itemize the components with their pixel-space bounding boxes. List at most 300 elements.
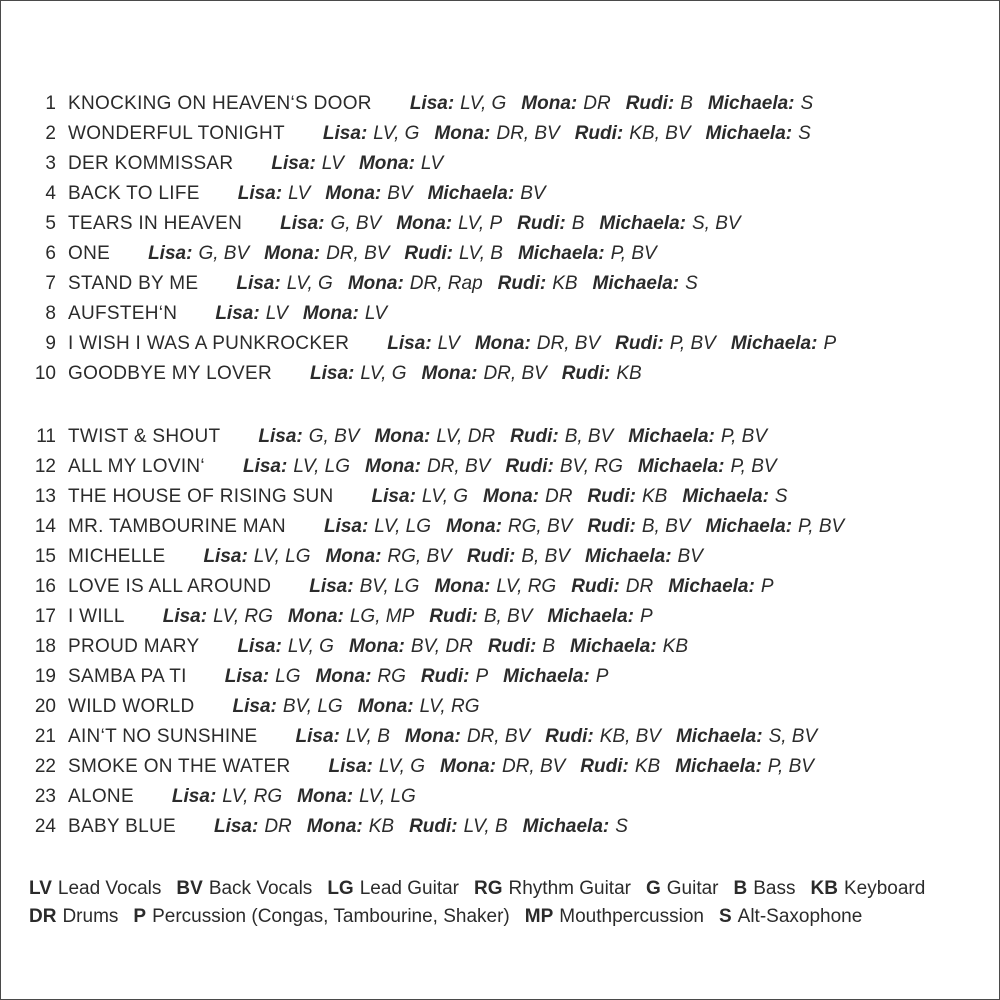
- credit: [288, 606, 414, 627]
- legend-label: Rhythm Guitar: [508, 878, 631, 899]
- track-number: 5: [45, 213, 56, 234]
- track-number: 22: [34, 756, 56, 777]
- track-title: GOODBYE MY LOVER: [68, 363, 273, 384]
- credit: [148, 243, 249, 264]
- credit-instruments: BV, RG: [559, 456, 623, 477]
- credit: [421, 666, 488, 687]
- credit-performer-name: Lisa:: [322, 123, 368, 144]
- legend-abbreviation: MP: [524, 906, 554, 927]
- credit-performer-name: Michaela:: [637, 456, 725, 477]
- credit-instruments: P, BV: [798, 516, 845, 537]
- credit: [374, 426, 495, 447]
- credit-instruments: LV: [321, 153, 344, 174]
- track-row: [1, 602, 844, 632]
- track-row: [1, 422, 844, 452]
- credit-performer-name: Michaela:: [628, 426, 715, 447]
- credit: [296, 726, 390, 747]
- credit: [409, 816, 508, 837]
- credit-instruments: P, BV: [730, 456, 777, 477]
- credit: [682, 486, 787, 507]
- track-title: PROUD MARY: [68, 636, 200, 657]
- credit-performer-name: Mona:: [521, 93, 578, 114]
- credit-performer-name: Lisa:: [237, 636, 282, 657]
- credit-instruments: DR: [625, 576, 654, 597]
- legend-item: [734, 878, 796, 899]
- legend-abbreviation: KB: [810, 878, 838, 899]
- track-number: 12: [34, 456, 56, 477]
- credit-instruments: S, BV: [768, 726, 818, 747]
- track-credits: [324, 516, 844, 537]
- credit-instruments: P: [760, 576, 774, 597]
- credit: [429, 606, 532, 627]
- credit-performer-name: Rudi:: [404, 243, 453, 264]
- credit-performer-name: Mona:: [264, 243, 321, 264]
- track-title: AUFSTEH‘N: [68, 303, 178, 324]
- track-title: MR. TAMBOURINE MAN: [68, 516, 286, 537]
- credit-performer-name: Lisa:: [203, 546, 248, 567]
- credit-instruments: RG, BV: [507, 516, 573, 537]
- credit: [570, 636, 688, 657]
- credit-performer-name: Mona:: [421, 363, 478, 384]
- credit-performer-name: Rudi:: [429, 606, 478, 627]
- credit-performer-name: Rudi:: [587, 516, 636, 537]
- track-title: MICHELLE: [68, 546, 166, 567]
- credit: [483, 486, 572, 507]
- track-title: SAMBA PA TI: [68, 666, 187, 687]
- legend-abbreviation: BV: [176, 878, 203, 899]
- credit: [396, 213, 502, 234]
- credit-instruments: LV: [364, 303, 388, 324]
- credit-performer-name: Michaela:: [584, 546, 672, 567]
- legend-label: Percussion (Congas, Tambourine, Shaker): [152, 906, 510, 927]
- track-credits: [214, 816, 628, 837]
- credit: [297, 786, 416, 807]
- track-number: 7: [45, 273, 56, 294]
- track-title: BABY BLUE: [68, 816, 176, 837]
- credit-instruments: P: [823, 333, 837, 354]
- credit-performer-name: Mona:: [347, 273, 404, 294]
- credit-instruments: P, BV: [669, 333, 716, 354]
- credit-instruments: DR, BV: [536, 333, 601, 354]
- credit-performer-name: Lisa:: [295, 726, 340, 747]
- credit-instruments: S: [774, 486, 788, 507]
- legend-abbreviation: LG: [327, 878, 354, 899]
- credit: [236, 273, 332, 294]
- credit: [434, 123, 559, 144]
- credit-instruments: B: [680, 93, 693, 114]
- legend-abbreviation: LV: [29, 878, 52, 899]
- credit-performer-name: Mona:: [306, 816, 363, 837]
- legend-item: [29, 906, 118, 927]
- credit-instruments: LG: [275, 666, 301, 687]
- credit-instruments: LV, B: [458, 243, 503, 264]
- legend-label: Alt-Saxophone: [737, 906, 863, 927]
- credit-performer-name: Michaela:: [682, 486, 769, 507]
- credit-instruments: B: [571, 213, 585, 234]
- credit: [310, 363, 406, 384]
- credit-performer-name: Rudi:: [505, 456, 554, 477]
- track-title: WONDERFUL TONIGHT: [68, 123, 285, 144]
- credit-instruments: RG, BV: [387, 546, 452, 567]
- track-credits: [296, 726, 818, 747]
- credit-performer-name: Lisa:: [224, 666, 270, 687]
- track-credits: [163, 606, 653, 627]
- credit-instruments: DR, BV: [426, 456, 491, 477]
- credit-instruments: KB: [634, 756, 661, 777]
- credit-performer-name: Lisa:: [215, 303, 260, 324]
- credit-instruments: LV, G: [373, 123, 420, 144]
- credit-instruments: KB, BV: [629, 123, 691, 144]
- credit-instruments: BV, LG: [282, 696, 343, 717]
- credit-performer-name: Michaela:: [675, 756, 762, 777]
- credit-instruments: DR, BV: [326, 243, 390, 264]
- credit-instruments: LV, G: [460, 93, 507, 114]
- credit: [705, 516, 844, 537]
- credit-instruments: LV, DR: [436, 426, 496, 447]
- track-credits: [238, 183, 546, 204]
- credit-performer-name: Mona:: [445, 516, 502, 537]
- credit-instruments: KB, BV: [599, 726, 661, 747]
- legend-row: [29, 903, 925, 931]
- credit-performer-name: Mona:: [404, 726, 461, 747]
- credit-performer-name: Michaela:: [668, 576, 755, 597]
- credit: [587, 516, 690, 537]
- track-credits: [387, 333, 836, 354]
- credit-performer-name: Michaela:: [522, 816, 610, 837]
- credit: [562, 363, 642, 384]
- credit: [440, 756, 565, 777]
- track-title: STAND BY ME: [68, 273, 199, 294]
- credit-performer-name: Mona:: [396, 213, 453, 234]
- track-number: 13: [34, 486, 56, 507]
- track-row: [1, 722, 844, 752]
- legend-abbreviation: S: [718, 906, 732, 927]
- credit-performer-name: Rudi:: [497, 273, 547, 294]
- track-number: 20: [34, 696, 56, 717]
- credit-performer-name: Lisa:: [258, 426, 303, 447]
- credit: [505, 456, 623, 477]
- track-title: TWIST & SHOUT: [68, 426, 221, 447]
- track-credits: [233, 696, 480, 717]
- credit-performer-name: Rudi:: [517, 213, 566, 234]
- credit-performer-name: Mona:: [325, 546, 382, 567]
- track-number: 4: [45, 183, 56, 204]
- credit: [233, 696, 343, 717]
- credit: [585, 546, 703, 567]
- credit-performer-name: Rudi:: [625, 93, 675, 114]
- credit-performer-name: Lisa:: [309, 576, 354, 597]
- credit: [365, 456, 490, 477]
- legend-item: [327, 878, 459, 899]
- legend-item: [474, 878, 631, 899]
- credit-instruments: DR, BV: [496, 123, 560, 144]
- credit-instruments: BV: [520, 183, 546, 204]
- credit: [237, 636, 333, 657]
- credit-instruments: B, BV: [641, 516, 691, 537]
- legend-item: [133, 906, 509, 927]
- credit: [498, 273, 578, 294]
- credit-instruments: G, BV: [330, 213, 382, 234]
- track-title: DER KOMMISSAR: [68, 153, 234, 174]
- credit-performer-name: Lisa:: [387, 333, 432, 354]
- credit: [676, 726, 817, 747]
- credit-instruments: DR: [583, 93, 611, 114]
- track-row: [1, 692, 844, 722]
- track-number: 2: [45, 123, 56, 144]
- track-credits: [372, 486, 788, 507]
- credit-performer-name: Michaela:: [707, 93, 795, 114]
- track-number: 9: [45, 333, 56, 354]
- credit-performer-name: Mona:: [325, 183, 382, 204]
- credit-performer-name: Mona:: [287, 606, 344, 627]
- credit: [434, 576, 556, 597]
- credit: [387, 333, 460, 354]
- credit-performer-name: Michaela:: [705, 123, 793, 144]
- credit: [172, 786, 282, 807]
- credit-performer-name: Michaela:: [592, 273, 680, 294]
- credit-instruments: B, BV: [564, 426, 614, 447]
- credit: [258, 426, 359, 447]
- credit: [545, 726, 661, 747]
- track-credits: [203, 546, 702, 567]
- credit: [517, 213, 584, 234]
- track-number: 11: [36, 426, 56, 447]
- track-credits: [280, 213, 740, 234]
- credit: [303, 303, 387, 324]
- credit-instruments: LV, G: [421, 486, 469, 507]
- credit-instruments: LV: [420, 153, 444, 174]
- credit-instruments: LV, G: [360, 363, 407, 384]
- credit-performer-name: Mona:: [474, 333, 531, 354]
- credit: [488, 636, 555, 657]
- credit-instruments: KB: [641, 486, 668, 507]
- track-title: BACK TO LIFE: [68, 183, 200, 204]
- track-number: 8: [45, 303, 56, 324]
- track-credits: [323, 123, 811, 144]
- credit: [708, 93, 813, 114]
- credit-performer-name: Michaela:: [570, 636, 657, 657]
- credit: [309, 576, 419, 597]
- legend-row: [29, 875, 925, 903]
- credit-performer-name: Rudi:: [587, 486, 636, 507]
- credit: [615, 333, 716, 354]
- credit-performer-name: Mona:: [357, 696, 414, 717]
- track-title: THE HOUSE OF RISING SUN: [68, 486, 334, 507]
- track-number: 18: [34, 636, 56, 657]
- credit: [587, 486, 667, 507]
- credit-performer-name: Michaela:: [599, 213, 686, 234]
- credit-instruments: LV, P: [458, 213, 503, 234]
- credit-performer-name: Lisa:: [310, 363, 355, 384]
- credit-performer-name: Michaela:: [705, 516, 793, 537]
- track-number: 19: [34, 666, 56, 687]
- track-row: [1, 179, 844, 209]
- credit-performer-name: Lisa:: [236, 273, 281, 294]
- credit-instruments: LV, G: [286, 273, 333, 294]
- credit-instruments: KB: [662, 636, 688, 657]
- credit-instruments: LG, MP: [349, 606, 415, 627]
- track-number: 24: [34, 816, 56, 837]
- credit-performer-name: Mona:: [348, 636, 405, 657]
- credit-instruments: S: [615, 816, 628, 837]
- legend-item: [29, 878, 161, 899]
- track-number: 23: [34, 786, 56, 807]
- credit-performer-name: Michaela:: [730, 333, 818, 354]
- credit: [315, 666, 405, 687]
- track-row: [1, 482, 844, 512]
- credit: [475, 333, 600, 354]
- credit-performer-name: Lisa:: [162, 606, 208, 627]
- credit-instruments: KB: [616, 363, 642, 384]
- credit-instruments: P: [475, 666, 489, 687]
- track-title: TEARS IN HEAVEN: [68, 213, 243, 234]
- track-title: SMOKE ON THE WATER: [68, 756, 291, 777]
- credit-instruments: S: [798, 123, 811, 144]
- credit: [580, 756, 660, 777]
- credit: [163, 606, 273, 627]
- track-title: ALL MY LOVIN‘: [68, 456, 205, 477]
- legend-abbreviation: RG: [474, 878, 503, 899]
- credit: [203, 546, 310, 567]
- credit-instruments: LV: [265, 303, 288, 324]
- track-title: AIN‘T NO SUNSHINE: [68, 726, 258, 747]
- credit-performer-name: Mona:: [374, 426, 431, 447]
- credit: [243, 456, 350, 477]
- credit: [668, 576, 773, 597]
- track-row: [1, 632, 844, 662]
- credit: [359, 153, 443, 174]
- track-credits: [148, 243, 657, 264]
- credit: [547, 606, 652, 627]
- credit-instruments: BV: [387, 183, 413, 204]
- track-row: [1, 572, 844, 602]
- track-row: [1, 299, 844, 329]
- credit-performer-name: Michaela:: [427, 183, 515, 204]
- credit-performer-name: Lisa:: [271, 153, 316, 174]
- credit: [325, 183, 412, 204]
- credit-performer-name: Rudi:: [487, 636, 537, 657]
- credit: [422, 363, 547, 384]
- legend-item: [176, 878, 312, 899]
- credit: [280, 213, 381, 234]
- track-title: I WISH I WAS A PUNKROCKER: [68, 333, 350, 354]
- legend-label: Bass: [753, 878, 796, 899]
- track-number: 21: [34, 726, 56, 747]
- credit-performer-name: Lisa:: [171, 786, 217, 807]
- credit-instruments: LV, B: [463, 816, 508, 837]
- credit-performer-name: Lisa:: [280, 213, 325, 234]
- track-credits: [410, 93, 813, 114]
- credit: [626, 93, 693, 114]
- credit-performer-name: Lisa:: [371, 486, 416, 507]
- credit-performer-name: Rudi:: [561, 363, 611, 384]
- credit: [575, 123, 691, 144]
- credit: [325, 546, 451, 567]
- credit-instruments: LV: [437, 333, 460, 354]
- track-row: [1, 269, 844, 299]
- credit: [214, 816, 292, 837]
- credit-instruments: LV, LG: [293, 456, 351, 477]
- credit: [638, 456, 777, 477]
- credit-instruments: KB: [368, 816, 395, 837]
- credit: [329, 756, 425, 777]
- credit-performer-name: Lisa:: [237, 183, 283, 204]
- credit-instruments: P: [639, 606, 653, 627]
- credit: [324, 516, 431, 537]
- credit-performer-name: Mona:: [358, 153, 415, 174]
- credit: [404, 243, 503, 264]
- credit-instruments: LV, RG: [222, 786, 283, 807]
- credit-performer-name: Lisa:: [232, 696, 277, 717]
- credit-performer-name: Mona:: [434, 123, 491, 144]
- credit-instruments: P: [595, 666, 609, 687]
- credit-instruments: S: [800, 93, 814, 114]
- credit-instruments: S: [685, 273, 698, 294]
- credit-instruments: LV, RG: [496, 576, 557, 597]
- legend-label: Drums: [62, 906, 119, 927]
- credit: [271, 153, 344, 174]
- credit: [348, 273, 483, 294]
- credit-performer-name: Mona:: [302, 303, 359, 324]
- credit-instruments: DR: [544, 486, 573, 507]
- credit-instruments: LV, RG: [213, 606, 273, 627]
- track-number: 3: [45, 153, 56, 174]
- track-row: [1, 119, 844, 149]
- credit: [467, 546, 570, 567]
- credit-performer-name: Rudi:: [510, 426, 559, 447]
- credit: [510, 426, 613, 447]
- track-number: 14: [34, 516, 56, 537]
- credit-performer-name: Mona:: [440, 756, 496, 777]
- credit: [428, 183, 546, 204]
- credit: [307, 816, 394, 837]
- credit: [518, 243, 657, 264]
- credit: [593, 273, 698, 294]
- credit: [358, 696, 480, 717]
- track-row: [1, 239, 844, 269]
- credit: [215, 303, 288, 324]
- track-row: [1, 512, 844, 542]
- credit-instruments: DR, BV: [501, 756, 566, 777]
- track-number: 1: [45, 93, 56, 114]
- credit-instruments: G, BV: [198, 243, 250, 264]
- credit: [225, 666, 301, 687]
- track-title: WILD WORLD: [68, 696, 195, 717]
- legend-item: [811, 878, 926, 899]
- credit-performer-name: Mona:: [434, 576, 491, 597]
- credit: [349, 636, 473, 657]
- credit-instruments: B: [542, 636, 556, 657]
- credit-instruments: P, BV: [767, 756, 814, 777]
- credit-performer-name: Rudi:: [409, 816, 458, 837]
- track-title: I WILL: [68, 606, 125, 627]
- track-credits: [172, 786, 416, 807]
- credit-performer-name: Rudi:: [545, 726, 594, 747]
- legend-item: [525, 906, 704, 927]
- credit-instruments: DR, BV: [466, 726, 531, 747]
- track-credits: [309, 576, 773, 597]
- credit-performer-name: Rudi:: [420, 666, 470, 687]
- track-credits: [236, 273, 697, 294]
- credit-performer-name: Rudi:: [571, 576, 620, 597]
- credit: [675, 756, 814, 777]
- credit-instruments: BV: [677, 546, 703, 567]
- credit-performer-name: Lisa:: [323, 516, 369, 537]
- credit-performer-name: Mona:: [315, 666, 372, 687]
- credit-performer-name: Lisa:: [213, 816, 259, 837]
- credit-instruments: S, BV: [691, 213, 741, 234]
- track-row: [1, 209, 844, 239]
